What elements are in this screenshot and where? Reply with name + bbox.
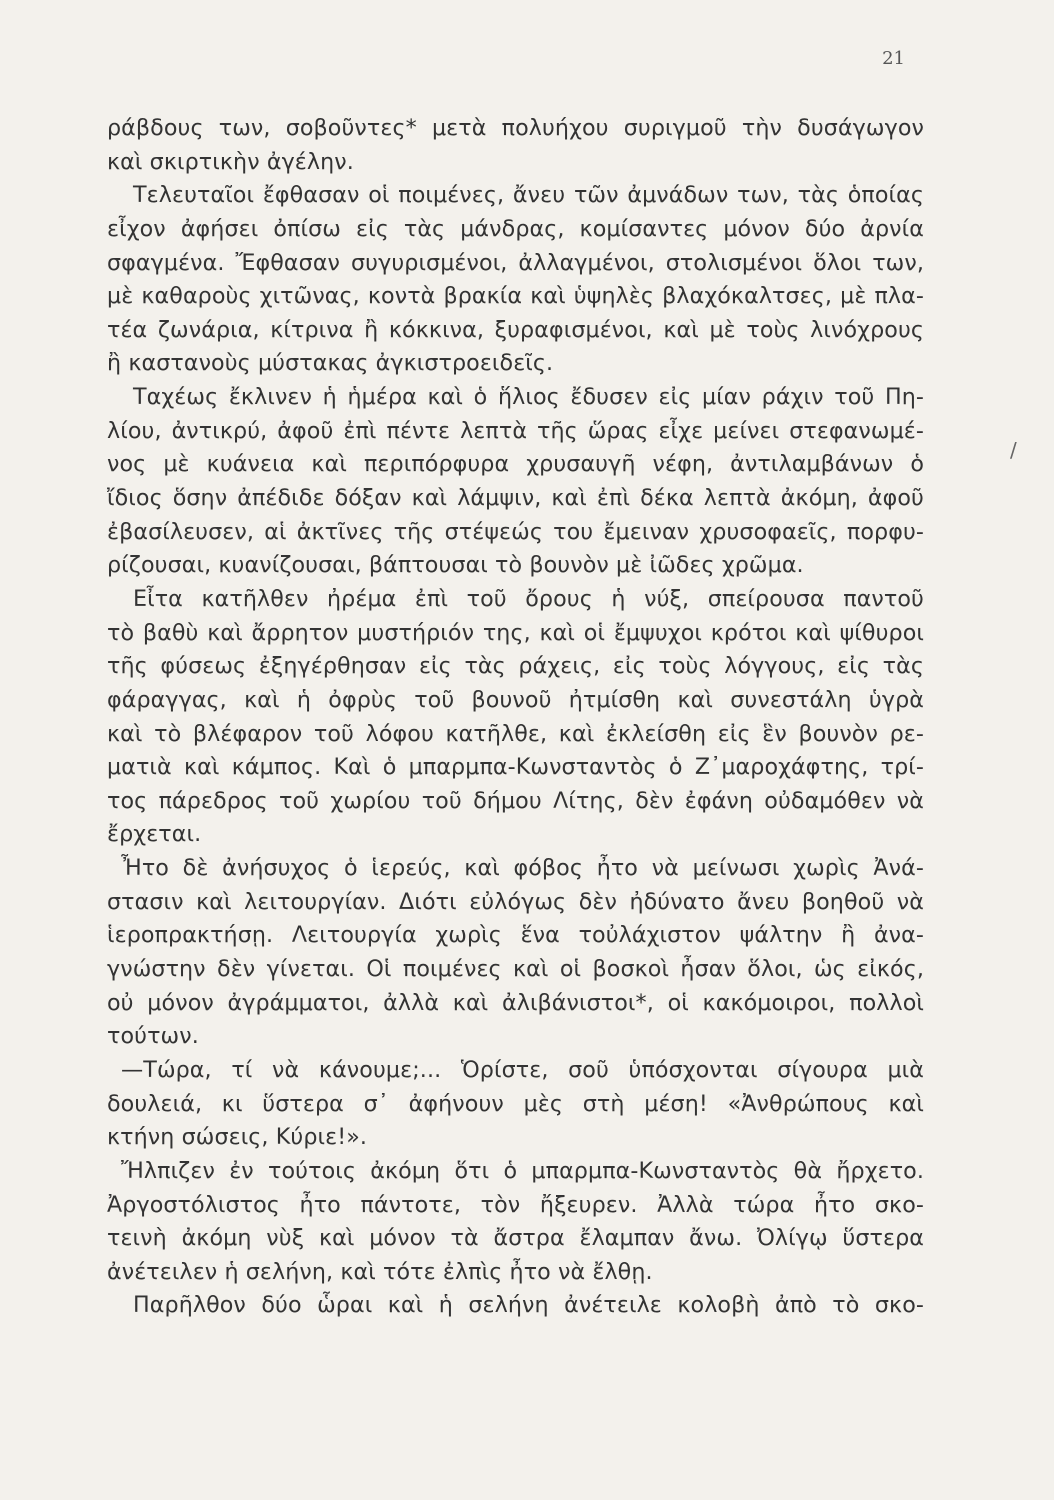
text-line: τούτων. — [107, 1023, 199, 1050]
text-line: Ταχέως ἔκλινεν ἡ ἡμέρα καὶ ὁ ἥλιος ἔδυσεν εἰς μίαν ράχιν τοῦ Πη- — [133, 384, 924, 411]
text-line: ἴδιος ὅσην ἀπέδιδε δόξαν καὶ λάμψιν, καὶ ἐπὶ δέκα λεπτὰ ἀκόμη, ἀφοῦ — [107, 485, 924, 512]
text-line: δουλειά, κι ὕστερα σ᾽ ἀφήνουν μὲς στὴ μέση! «Ἀνθρώπους καὶ — [107, 1090, 924, 1117]
text-line: ἀνέτειλεν ἡ σελήνη, καὶ τότε ἐλπὶς ἦτο νὰ ἔλθῃ. — [107, 1258, 653, 1285]
margin-mark: / — [1010, 438, 1017, 462]
text-line: Ἤλπιζεν ἐν τούτοις ἀκόμη ὅτι ὁ μπαρμπα-Κωνσταντὸς θὰ ἤρχετο. — [121, 1157, 924, 1184]
text-line: ἔρχεται. — [107, 821, 202, 848]
text-line: Ἦτο δὲ ἀνήσυχος ὁ ἱερεύς, καὶ φόβος ἦτο νὰ μείνωσι χωρὶς Ἀνά- — [121, 855, 924, 882]
text-line: ματιὰ καὶ κάμπος. Καὶ ὁ μπαρμπα-Κωνσταντὸς ὁ Ζ᾽μαροχάφτης, τρί- — [107, 754, 924, 781]
text-line: —Τώρα, τί νὰ κάνουμε;... Ὁρίστε, σοῦ ὑπόσχονται σίγουρα μιὰ — [121, 1056, 924, 1083]
text-line: οὐ μόνον ἀγράμματοι, ἀλλὰ καὶ ἀλιβάνιστοι*, οἱ κακόμοιροι, πολλοὶ — [107, 989, 924, 1016]
text-line: ράβδους των, σοβοῦντες* μετὰ πολυήχου συριγμοῦ τὴν δυσάγωγον — [107, 115, 924, 141]
text-line: τὸ βαθὺ καὶ ἄρρητον μυστήριόν της, καὶ οἱ ἔμψυχοι κρότοι καὶ ψίθυροι — [107, 619, 924, 646]
text-line: κτήνη σώσεις, Κύριε!». — [107, 1124, 368, 1151]
text-line: λίου, ἀντικρύ, ἀφοῦ ἐπὶ πέντε λεπτὰ τῆς ὥρας εἶχε μείνει στεφανωμέ- — [107, 417, 924, 444]
text-line: τος πάρεδρος τοῦ χωρίου τοῦ δήμου Λίτης, δὲν ἐφάνη οὐδαμόθεν νὰ — [107, 787, 924, 814]
text-line: καὶ σκιρτικὴν ἀγέλην. — [107, 148, 354, 175]
text-line: Παρῆλθον δύο ὧραι καὶ ἡ σελήνη ἀνέτειλε κολοβὴ ἀπὸ τὸ σκο- — [133, 1292, 924, 1319]
page-number: 21 — [882, 48, 905, 69]
text-line: φάραγγας, καὶ ἡ ὀφρὺς τοῦ βουνοῦ ἠτμίσθη καὶ συνεστάλη ὑγρὰ — [107, 686, 924, 713]
text-line: γνώστην δὲν γίνεται. Οἱ ποιμένες καὶ οἱ βοσκοὶ ἦσαν ὅλοι, ὡς εἰκός, — [107, 956, 924, 983]
body-text — [107, 112, 924, 1323]
text-line: τέα ζωνάρια, κίτρινα ἢ κόκκινα, ξυραφισμένοι, καὶ μὲ τοὺς λινόχρους — [107, 316, 924, 343]
text-line: Ἀργοστόλιστος ἦτο πάντοτε, τὸν ἤξευρεν. Ἀλλὰ τώρα ἦτο σκο- — [107, 1191, 924, 1218]
text-line: καὶ τὸ βλέφαρον τοῦ λόφου κατῆλθε, καὶ ἐκλείσθη εἰς ἓν βουνὸν ρε- — [107, 720, 924, 747]
text-line: ρίζουσαι, κυανίζουσαι, βάπτουσαι τὸ βουνὸν μὲ ἰῶδες χρῶμα. — [107, 552, 804, 579]
text-line: Τελευταῖοι ἔφθασαν οἱ ποιμένες, ἄνευ τῶν ἀμνάδων των, τὰς ὁποίας — [133, 182, 924, 209]
text-line: ἢ καστανοὺς μύστακας ἀγκιστροειδεῖς. — [107, 350, 554, 377]
text-line: ἐβασίλευσεν, αἱ ἀκτῖνες τῆς στέψεώς του ἔμειναν χρυσοφαεῖς, πορφυ- — [107, 518, 924, 545]
text-line: σφαγμένα. Ἔφθασαν συγυρισμένοι, ἀλλαγμένοι, στολισμένοι ὅλοι των, — [107, 249, 924, 276]
text-line: νος μὲ κυάνεια καὶ περιπόρφυρα χρυσαυγῆ νέφη, ἀντιλαμβάνων ὁ — [107, 451, 924, 478]
text-line: τῆς φύσεως ἐξηγέρθησαν εἰς τὰς ράχεις, εἰς τοὺς λόγγους, εἰς τὰς — [107, 653, 924, 680]
text-line: ἱεροπρακτήσῃ. Λειτουργία χωρὶς ἕνα τοὐλάχιστον ψάλτην ἢ ἀνα- — [107, 922, 924, 949]
text-line: εἶχον ἀφήσει ὀπίσω εἰς τὰς μάνδρας, κομίσαντες μόνον δύο ἀρνία — [107, 215, 924, 242]
text-line: Εἶτα κατῆλθεν ἠρέμα ἐπὶ τοῦ ὄρους ἡ νύξ, σπείρουσα παντοῦ — [133, 585, 924, 612]
text-line: στασιν καὶ λειτουργίαν. Διότι εὐλόγως δὲν ἠδύνατο ἄνευ βοηθοῦ νὰ — [107, 888, 924, 915]
text-line: τεινὴ ἀκόμη νὺξ καὶ μόνον τὰ ἄστρα ἔλαμπαν ἄνω. Ὀλίγῳ ὕστερα — [107, 1225, 924, 1252]
text-line: μὲ καθαροὺς χιτῶνας, κοντὰ βρακία καὶ ὑψηλὲς βλαχόκαλτσες, μὲ πλα- — [107, 283, 924, 310]
